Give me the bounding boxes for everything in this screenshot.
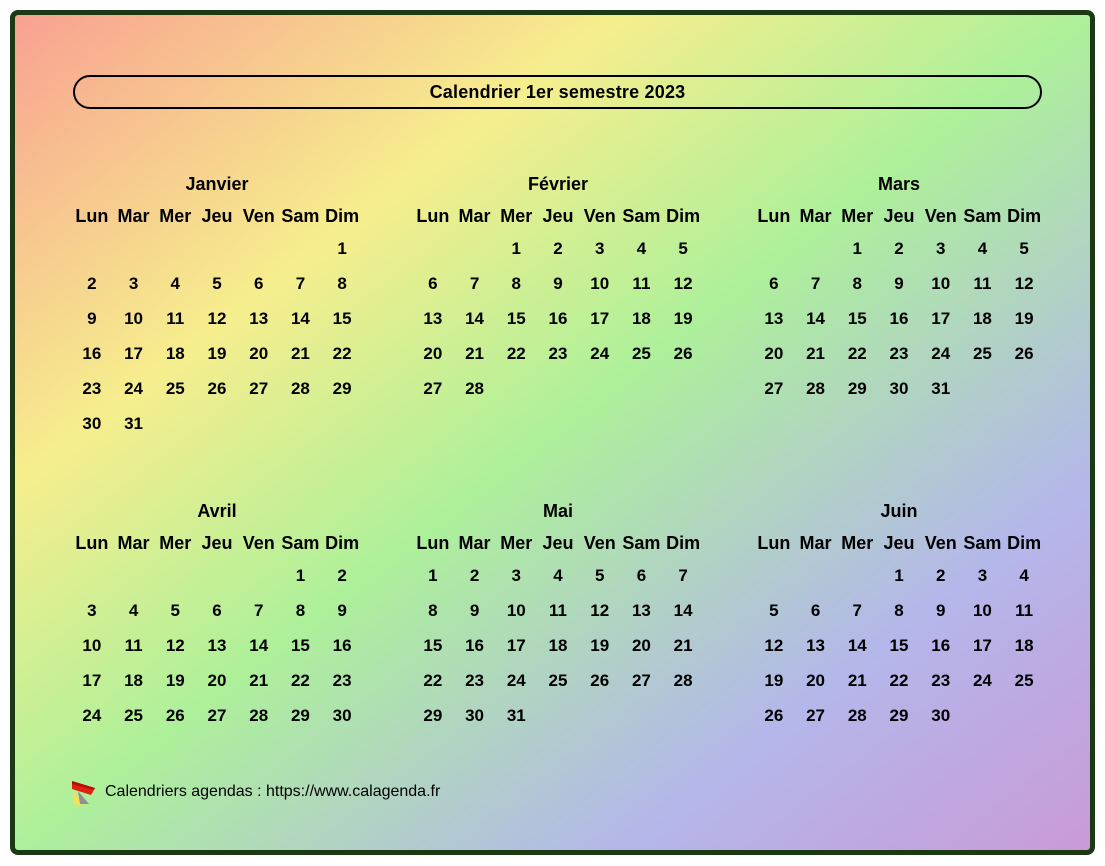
day-header-cell: Ven bbox=[242, 205, 275, 226]
day-cell-empty bbox=[621, 371, 663, 406]
day-header-cell: Mar bbox=[799, 532, 832, 553]
month-block bbox=[753, 498, 1045, 733]
month-block bbox=[412, 171, 704, 441]
day-cell: 11 bbox=[124, 635, 143, 655]
day-cell-empty bbox=[1003, 371, 1045, 406]
day-cell: 16 bbox=[889, 308, 909, 328]
day-header-row bbox=[753, 201, 1045, 231]
day-header-cell: Lun bbox=[757, 532, 791, 553]
day-cell: 2 bbox=[894, 238, 904, 258]
day-cell: 27 bbox=[631, 670, 651, 690]
day-cell: 31 bbox=[506, 705, 526, 725]
day-cell: 19 bbox=[207, 343, 227, 363]
month-block bbox=[412, 498, 704, 733]
day-cell-empty bbox=[454, 231, 496, 266]
day-cell-empty bbox=[537, 698, 579, 733]
day-cell: 26 bbox=[1014, 343, 1034, 363]
day-cell: 22 bbox=[423, 670, 443, 690]
day-cell: 29 bbox=[332, 378, 352, 398]
day-cell-empty bbox=[579, 371, 621, 406]
day-cell: 21 bbox=[249, 670, 269, 690]
day-cell: 30 bbox=[931, 705, 951, 725]
day-header-cell: Jeu bbox=[542, 205, 574, 226]
month-day-grid bbox=[753, 558, 1045, 733]
day-header-cell: Lun bbox=[75, 205, 109, 226]
day-header-cell: Lun bbox=[75, 532, 109, 553]
day-cell: 13 bbox=[207, 635, 227, 655]
day-cell: 2 bbox=[935, 565, 946, 585]
day-cell: 15 bbox=[506, 308, 526, 328]
month-title: Mars bbox=[877, 174, 921, 194]
month-title: Février bbox=[527, 174, 589, 194]
day-header-cell: Mar bbox=[458, 532, 491, 553]
day-cell-empty bbox=[962, 698, 1004, 733]
day-cell: 4 bbox=[977, 238, 988, 258]
month-title: Juin bbox=[880, 501, 918, 521]
day-cell: 15 bbox=[332, 308, 352, 328]
day-cell: 26 bbox=[207, 378, 227, 398]
day-cell: 3 bbox=[128, 273, 139, 293]
calendar-panel bbox=[10, 10, 1095, 855]
day-header-row bbox=[412, 528, 704, 558]
day-cell: 7 bbox=[253, 600, 264, 620]
day-cell: 4 bbox=[170, 273, 181, 293]
day-cell: 25 bbox=[165, 378, 185, 398]
day-header-cell: Dim bbox=[666, 205, 701, 226]
day-cell: 12 bbox=[165, 635, 185, 655]
day-cell: 20 bbox=[806, 670, 826, 690]
day-cell: 30 bbox=[82, 413, 102, 433]
month-day-grid bbox=[71, 558, 363, 733]
day-cell: 9 bbox=[894, 273, 904, 293]
day-cell: 8 bbox=[428, 600, 438, 620]
day-cell: 1 bbox=[295, 565, 306, 585]
day-cell: 24 bbox=[82, 705, 102, 725]
day-header-cell: Mar bbox=[799, 205, 832, 226]
day-cell: 5 bbox=[170, 600, 181, 620]
day-cell: 27 bbox=[249, 378, 269, 398]
day-cell: 24 bbox=[972, 670, 992, 690]
day-cell: 18 bbox=[548, 635, 568, 655]
month-day-grid bbox=[71, 231, 363, 441]
day-header-cell: Sam bbox=[622, 532, 661, 553]
day-cell: 12 bbox=[673, 273, 693, 293]
day-cell: 13 bbox=[249, 308, 269, 328]
month-block bbox=[753, 171, 1045, 441]
day-cell-empty bbox=[1003, 698, 1045, 733]
day-cell: 21 bbox=[847, 670, 867, 690]
day-cell: 3 bbox=[935, 238, 946, 258]
day-cell: 9 bbox=[935, 600, 946, 620]
day-cell: 15 bbox=[423, 635, 443, 655]
day-cell: 17 bbox=[972, 635, 992, 655]
day-cell: 3 bbox=[511, 565, 522, 585]
day-cell: 10 bbox=[124, 308, 144, 328]
day-header-cell: Jeu bbox=[201, 532, 233, 553]
day-cell: 3 bbox=[87, 600, 97, 620]
day-header-cell: Mer bbox=[159, 532, 192, 553]
day-cell: 17 bbox=[506, 635, 526, 655]
day-cell: 26 bbox=[165, 705, 185, 725]
day-header-cell: Dim bbox=[666, 532, 701, 553]
day-header-cell: Mer bbox=[500, 205, 533, 226]
day-cell: 29 bbox=[889, 705, 909, 725]
day-cell: 6 bbox=[428, 273, 438, 293]
day-cell: 16 bbox=[82, 343, 102, 363]
day-cell-empty bbox=[71, 558, 113, 593]
day-cell: 25 bbox=[631, 343, 651, 363]
day-header-cell: Ven bbox=[924, 532, 957, 553]
day-cell: 21 bbox=[806, 343, 826, 363]
day-cell: 17 bbox=[124, 343, 144, 363]
day-cell-empty bbox=[196, 231, 238, 266]
day-header-cell: Lun bbox=[757, 205, 791, 226]
day-cell: 11 bbox=[166, 308, 185, 328]
day-cell: 20 bbox=[764, 343, 784, 363]
day-header-cell: Mar bbox=[117, 205, 150, 226]
day-header-cell: Sam bbox=[281, 532, 320, 553]
day-header-cell: Sam bbox=[963, 532, 1002, 553]
day-cell: 26 bbox=[673, 343, 693, 363]
day-cell-empty bbox=[154, 406, 196, 441]
calagenda-flag-icon bbox=[70, 778, 96, 806]
day-cell: 1 bbox=[428, 565, 438, 585]
day-cell-empty bbox=[662, 371, 704, 406]
month-day-grid bbox=[412, 231, 704, 406]
day-cell: 10 bbox=[506, 600, 526, 620]
day-cell: 4 bbox=[553, 565, 563, 585]
day-cell: 9 bbox=[469, 600, 480, 620]
day-cell: 15 bbox=[290, 635, 310, 655]
day-cell: 5 bbox=[769, 600, 779, 620]
day-cell: 24 bbox=[931, 343, 951, 363]
day-cell: 15 bbox=[889, 635, 909, 655]
day-cell: 15 bbox=[847, 308, 867, 328]
day-cell: 19 bbox=[673, 308, 693, 328]
day-cell: 17 bbox=[82, 670, 102, 690]
day-cell: 5 bbox=[678, 238, 688, 258]
day-cell: 18 bbox=[631, 308, 651, 328]
day-cell-empty bbox=[495, 371, 537, 406]
day-cell-empty bbox=[753, 558, 795, 593]
day-cell: 11 bbox=[973, 273, 992, 293]
day-cell: 22 bbox=[332, 343, 352, 363]
day-cell: 23 bbox=[82, 378, 102, 398]
day-cell: 16 bbox=[548, 308, 568, 328]
day-cell: 8 bbox=[894, 600, 904, 620]
day-cell: 20 bbox=[631, 635, 651, 655]
day-cell: 14 bbox=[465, 308, 485, 328]
day-cell: 30 bbox=[465, 705, 485, 725]
day-cell: 29 bbox=[423, 705, 443, 725]
day-cell-empty bbox=[795, 558, 837, 593]
day-header-cell: Ven bbox=[242, 532, 275, 553]
day-header-row bbox=[71, 528, 363, 558]
day-header-cell: Mer bbox=[841, 532, 874, 553]
day-cell: 4 bbox=[1019, 565, 1029, 585]
day-cell: 23 bbox=[931, 670, 951, 690]
day-header-cell: Mar bbox=[458, 205, 491, 226]
day-cell: 7 bbox=[295, 273, 306, 293]
day-cell: 7 bbox=[469, 273, 480, 293]
day-cell: 22 bbox=[506, 343, 526, 363]
day-cell-empty bbox=[795, 231, 837, 266]
day-cell: 22 bbox=[847, 343, 867, 363]
day-cell-empty bbox=[280, 231, 322, 266]
day-cell: 3 bbox=[594, 238, 605, 258]
months-row-first bbox=[71, 171, 1045, 441]
day-header-cell: Jeu bbox=[883, 205, 915, 226]
day-cell: 23 bbox=[889, 343, 909, 363]
day-cell: 18 bbox=[165, 343, 185, 363]
day-cell: 12 bbox=[207, 308, 227, 328]
day-cell: 19 bbox=[165, 670, 185, 690]
day-cell: 2 bbox=[469, 565, 480, 585]
day-cell: 20 bbox=[423, 343, 443, 363]
day-cell: 21 bbox=[290, 343, 310, 363]
day-cell: 13 bbox=[806, 635, 826, 655]
day-header-cell: Jeu bbox=[201, 205, 233, 226]
day-cell: 17 bbox=[590, 308, 610, 328]
day-cell: 8 bbox=[337, 273, 347, 293]
day-cell: 12 bbox=[590, 600, 610, 620]
month-day-grid bbox=[753, 231, 1045, 406]
day-cell: 14 bbox=[673, 600, 693, 620]
month-block bbox=[71, 498, 363, 733]
day-cell: 31 bbox=[124, 413, 144, 433]
day-cell-empty bbox=[962, 371, 1004, 406]
day-cell: 31 bbox=[931, 378, 951, 398]
day-cell: 18 bbox=[972, 308, 992, 328]
day-cell: 6 bbox=[636, 565, 647, 585]
day-cell: 26 bbox=[764, 705, 784, 725]
month-title: Mai bbox=[542, 501, 573, 521]
day-cell: 18 bbox=[1014, 635, 1034, 655]
month-day-grid bbox=[412, 558, 704, 733]
day-cell: 19 bbox=[1014, 308, 1034, 328]
day-cell: 27 bbox=[423, 378, 443, 398]
day-cell: 29 bbox=[290, 705, 310, 725]
day-cell: 23 bbox=[465, 670, 485, 690]
day-cell: 1 bbox=[852, 238, 863, 258]
day-cell: 6 bbox=[253, 273, 264, 293]
day-cell: 8 bbox=[511, 273, 522, 293]
day-cell: 14 bbox=[806, 308, 826, 328]
day-cell: 20 bbox=[207, 670, 227, 690]
day-cell: 28 bbox=[249, 705, 269, 725]
day-header-cell: Dim bbox=[325, 205, 360, 226]
day-cell-empty bbox=[662, 698, 704, 733]
day-cell: 28 bbox=[465, 378, 485, 398]
day-cell: 9 bbox=[553, 273, 563, 293]
day-cell: 12 bbox=[764, 635, 784, 655]
day-cell: 11 bbox=[632, 273, 651, 293]
day-cell: 11 bbox=[549, 600, 567, 620]
day-cell: 13 bbox=[631, 600, 651, 620]
day-cell: 5 bbox=[1019, 238, 1029, 258]
day-cell: 21 bbox=[673, 635, 693, 655]
day-cell: 25 bbox=[1014, 670, 1034, 690]
day-cell-empty bbox=[280, 406, 322, 441]
day-header-cell: Mer bbox=[841, 205, 874, 226]
day-cell-empty bbox=[113, 558, 155, 593]
day-header-cell: Sam bbox=[963, 205, 1002, 226]
day-cell: 10 bbox=[82, 635, 102, 655]
day-cell: 10 bbox=[972, 600, 992, 620]
day-header-cell: Sam bbox=[281, 205, 320, 226]
day-cell: 25 bbox=[972, 343, 992, 363]
day-cell: 5 bbox=[212, 273, 222, 293]
months-row-second bbox=[71, 498, 1045, 733]
day-header-cell: Ven bbox=[583, 532, 616, 553]
day-cell: 6 bbox=[212, 600, 222, 620]
day-cell-empty bbox=[836, 558, 878, 593]
day-cell: 9 bbox=[87, 308, 97, 328]
day-header-cell: Mer bbox=[159, 205, 192, 226]
month-block bbox=[71, 171, 363, 441]
day-cell: 22 bbox=[889, 670, 909, 690]
footer-link[interactable]: Calendriers agendas : https://www.calagenda.fr bbox=[105, 783, 441, 800]
day-cell: 29 bbox=[847, 378, 867, 398]
day-cell-empty bbox=[196, 558, 238, 593]
day-cell: 16 bbox=[332, 635, 352, 655]
day-cell: 22 bbox=[290, 670, 310, 690]
day-cell: 14 bbox=[249, 635, 269, 655]
day-cell: 1 bbox=[511, 238, 522, 258]
day-cell: 3 bbox=[977, 565, 988, 585]
day-cell: 1 bbox=[337, 238, 347, 258]
day-header-cell: Mer bbox=[500, 532, 533, 553]
day-cell-empty bbox=[113, 231, 155, 266]
calendar-title-box bbox=[73, 75, 1042, 109]
day-header-cell: Jeu bbox=[883, 532, 915, 553]
calendar-title: Calendrier 1er semestre 2023 bbox=[429, 81, 686, 102]
day-cell-empty bbox=[537, 371, 579, 406]
day-cell: 4 bbox=[128, 600, 139, 620]
day-cell-empty bbox=[753, 231, 795, 266]
day-cell: 19 bbox=[590, 635, 610, 655]
day-cell: 7 bbox=[678, 565, 688, 585]
day-cell: 8 bbox=[852, 273, 863, 293]
day-cell: 28 bbox=[806, 378, 826, 398]
day-cell: 7 bbox=[810, 273, 821, 293]
day-cell: 30 bbox=[332, 705, 352, 725]
day-cell: 11 bbox=[1015, 600, 1034, 620]
day-cell-empty bbox=[238, 558, 280, 593]
day-cell: 2 bbox=[337, 565, 347, 585]
day-header-cell: Jeu bbox=[542, 532, 574, 553]
day-cell: 28 bbox=[673, 670, 693, 690]
day-header-row bbox=[412, 201, 704, 231]
day-cell: 30 bbox=[889, 378, 909, 398]
day-cell: 8 bbox=[295, 600, 306, 620]
day-cell: 2 bbox=[553, 238, 563, 258]
day-header-cell: Dim bbox=[1007, 205, 1042, 226]
day-cell-empty bbox=[71, 231, 113, 266]
day-header-cell: Lun bbox=[416, 205, 450, 226]
day-cell-empty bbox=[579, 698, 621, 733]
day-cell: 6 bbox=[769, 273, 779, 293]
day-cell: 24 bbox=[124, 378, 144, 398]
day-cell: 27 bbox=[764, 378, 784, 398]
day-cell: 18 bbox=[124, 670, 144, 690]
day-cell-empty bbox=[154, 231, 196, 266]
day-cell: 14 bbox=[290, 308, 310, 328]
day-header-cell: Mar bbox=[117, 532, 150, 553]
month-title: Avril bbox=[197, 501, 237, 521]
day-cell: 9 bbox=[337, 600, 347, 620]
day-cell: 7 bbox=[852, 600, 863, 620]
day-header-cell: Ven bbox=[924, 205, 957, 226]
day-cell: 27 bbox=[207, 705, 227, 725]
day-cell: 16 bbox=[465, 635, 485, 655]
day-cell: 21 bbox=[465, 343, 485, 363]
day-header-row bbox=[753, 528, 1045, 558]
day-cell-empty bbox=[621, 698, 663, 733]
day-cell-empty bbox=[321, 406, 363, 441]
day-cell: 4 bbox=[636, 238, 647, 258]
day-cell: 25 bbox=[548, 670, 568, 690]
day-cell-empty bbox=[154, 558, 196, 593]
day-cell: 28 bbox=[290, 378, 310, 398]
day-cell: 23 bbox=[332, 670, 352, 690]
day-cell: 19 bbox=[764, 670, 784, 690]
day-cell: 1 bbox=[894, 565, 904, 585]
day-cell: 12 bbox=[1014, 273, 1034, 293]
day-cell: 20 bbox=[249, 343, 269, 363]
day-cell: 6 bbox=[810, 600, 821, 620]
day-header-cell: Dim bbox=[1007, 532, 1042, 553]
day-cell: 13 bbox=[423, 308, 443, 328]
day-cell: 16 bbox=[931, 635, 951, 655]
day-cell-empty bbox=[196, 406, 238, 441]
day-cell-empty bbox=[412, 231, 454, 266]
day-cell: 14 bbox=[847, 635, 867, 655]
day-header-cell: Lun bbox=[416, 532, 450, 553]
month-title: Janvier bbox=[185, 174, 249, 194]
day-cell: 24 bbox=[506, 670, 526, 690]
day-header-cell: Sam bbox=[622, 205, 661, 226]
day-cell: 10 bbox=[931, 273, 951, 293]
day-cell: 5 bbox=[594, 565, 605, 585]
day-header-cell: Ven bbox=[583, 205, 616, 226]
day-header-cell: Dim bbox=[325, 532, 360, 553]
day-cell: 23 bbox=[548, 343, 568, 363]
day-cell: 2 bbox=[87, 273, 97, 293]
day-cell: 25 bbox=[124, 705, 144, 725]
day-header-row bbox=[71, 201, 363, 231]
day-cell: 13 bbox=[764, 308, 784, 328]
day-cell: 28 bbox=[847, 705, 867, 725]
day-cell-empty bbox=[238, 406, 280, 441]
footer bbox=[70, 777, 440, 807]
day-cell: 10 bbox=[590, 273, 610, 293]
day-cell: 26 bbox=[590, 670, 610, 690]
day-cell: 24 bbox=[590, 343, 610, 363]
day-cell: 27 bbox=[806, 705, 826, 725]
day-cell-empty bbox=[238, 231, 280, 266]
day-cell: 17 bbox=[931, 308, 951, 328]
